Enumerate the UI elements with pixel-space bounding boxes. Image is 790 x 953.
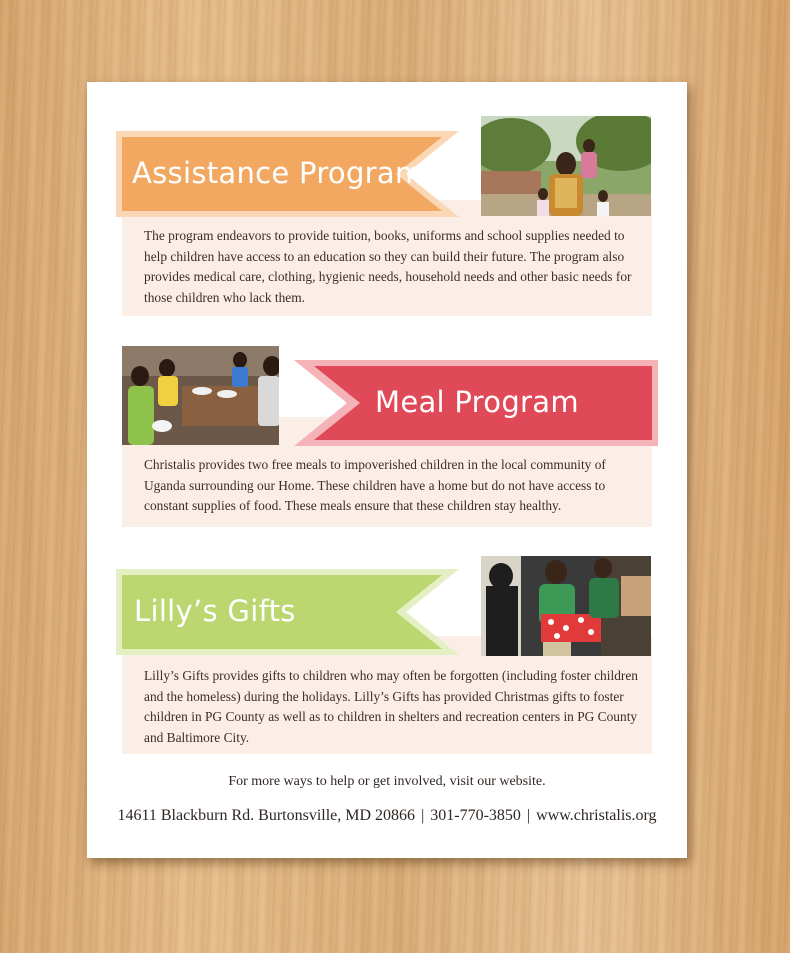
lillys-gifts-title: Lilly’s Gifts (134, 594, 296, 628)
footer-call-to-action: For more ways to help or get involved, visit our website. (228, 774, 546, 789)
lillys-gifts-banner (116, 569, 461, 655)
lillys-gifts-photo (481, 556, 651, 656)
meal-banner (292, 360, 658, 446)
flyer-page (87, 82, 687, 858)
footer-website[interactable]: www.christalis.org (536, 807, 657, 824)
assistance-photo (481, 116, 651, 216)
assistance-description: The program endeavors to provide tuition, books, uniforms and school supplies needed to help children have access to an education so they can build their future. The program also provides medical care, clothing, hygienic needs, household needs and other basic needs for those children who lack them. (144, 228, 632, 305)
lillys-gifts-description: Lilly’s Gifts provides gifts to children who may often be forgotten (including foster children and the homeless) during the holidays. Lilly’s Gifts has provided Christmas gifts to foster children in PG County as well as to children in shelters and recreation centers in PG County and Baltimore City. (144, 668, 638, 745)
assistance-title: Assistance Program (132, 156, 424, 190)
footer-separator: | (526, 807, 531, 824)
assistance-panel (122, 200, 652, 316)
meal-description: Christalis provides two free meals to impoverished children in the local community of Uganda surrounding our Home. These children have a home but do not have access to constant supplies of food. These meals ensure that these children stay healthy. (144, 457, 606, 513)
footer-contact-line (87, 807, 687, 825)
footer-phone: 301-770-3850 (430, 807, 521, 824)
footer-separator: | (421, 807, 425, 824)
footer-address: 14611 Blackburn Rd. Burtonsville, MD 20866 (117, 807, 416, 824)
meal-photo (122, 346, 279, 445)
meal-title: Meal Program (375, 385, 579, 419)
assistance-banner (116, 131, 461, 217)
